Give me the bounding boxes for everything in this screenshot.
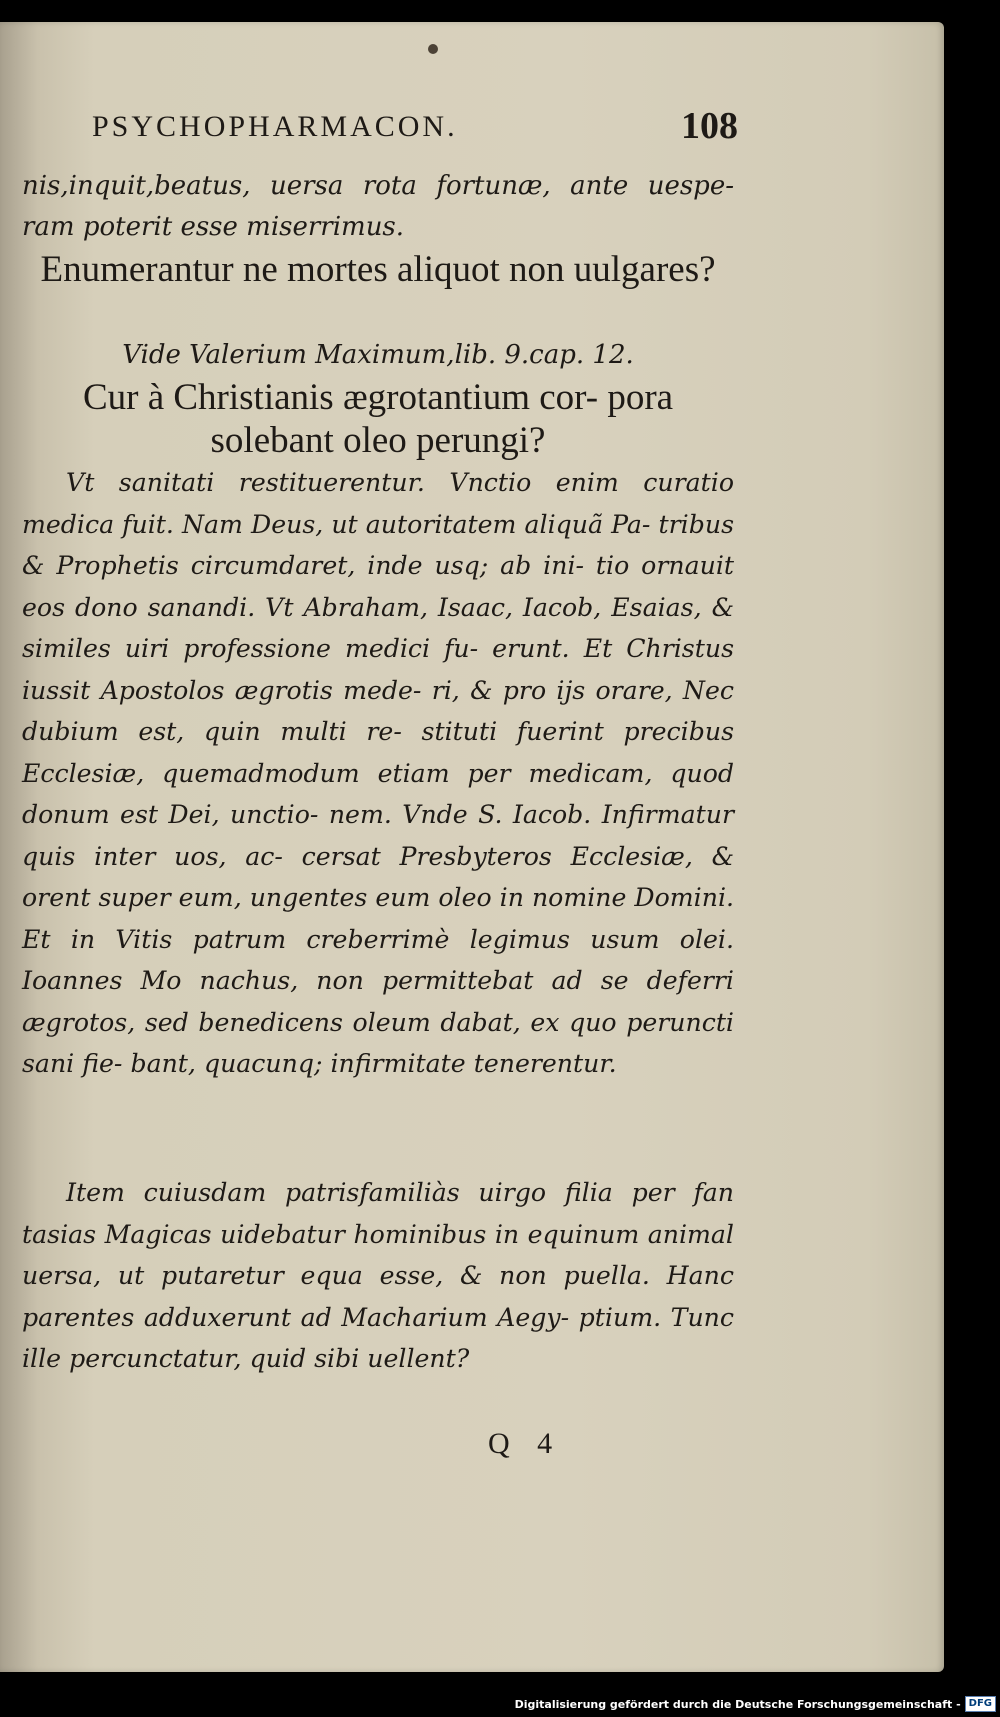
question-heading-2: Cur à Christianis ægrotantium cor- pora solebant oleo perungi?	[82, 377, 674, 461]
running-title: PSYCHOPHARMACON.	[92, 110, 458, 143]
dfg-logo-icon: DFG	[965, 1696, 996, 1712]
ink-spot	[428, 44, 438, 54]
answer-paragraph-1: Vt sanitati restituerentur. Vnctio enim curatio medica fuit. Nam Deus, ut autoritatem aliquã Pa- tribus & Prophetis circumdaret, inde usq; ab ini- tio ornauit eos dono sanandi. Vt Abraham, Isaac, Iacob, Esaias, & similes uiri professione medici fu- erunt. Et Christus iussit Apostolos ægrotis mede- ri, & pro ijs orare, Nec dubium est, quin multi re- stituti fuerint precibus Ecclesiæ, quemadmodum etiam per medicam, quod donum est Dei, unctio- nem. Vnde S. Iacob. Infirmatur quis inter uos, ac- cersat Presbyteros Ecclesiæ, & orent super eum, ungentes eum oleo in nomine Domini. Et in Vitis patrum creberrimè legimus usum olei. Ioannes Mo nachus, non permittebat ad se deferri ægrotos, sed benedicens oleum dabat, ex quo peruncti sani fie- bant, quacunq; infirmitate tenerentur.	[22, 468, 735, 1078]
carryover-text: nis,inquit,beatus, uersa rota fortunæ, ante uespe- ram poterit esse miserrimus.	[22, 171, 734, 242]
answer-paragraph-2: Item cuiusdam patrisfamiliàs uirgo filia per fan tasias Magicas uidebatur hominibus in equinum animal uersa, ut putaretur equa esse, & non puella. Hanc parentes adduxerunt ad Macharium Aegy- ptium. Tunc ille percunctatur, quid sibi uellent?	[22, 1178, 734, 1373]
digitization-footer	[515, 1694, 996, 1714]
signature-mark: Q 4	[488, 1427, 563, 1460]
funding-credit: Digitalisierung gefördert durch die Deutsche Forschungsgemeinschaft -	[514, 1697, 961, 1711]
page-number: 108	[681, 105, 738, 147]
book-page	[0, 22, 944, 1672]
answer-reference: Vide Valerium Maximum,lib. 9.cap. 12.	[122, 340, 634, 370]
question-heading-1: Enumerantur ne mortes aliquot non uulgares?	[40, 249, 716, 290]
running-header	[92, 104, 738, 154]
